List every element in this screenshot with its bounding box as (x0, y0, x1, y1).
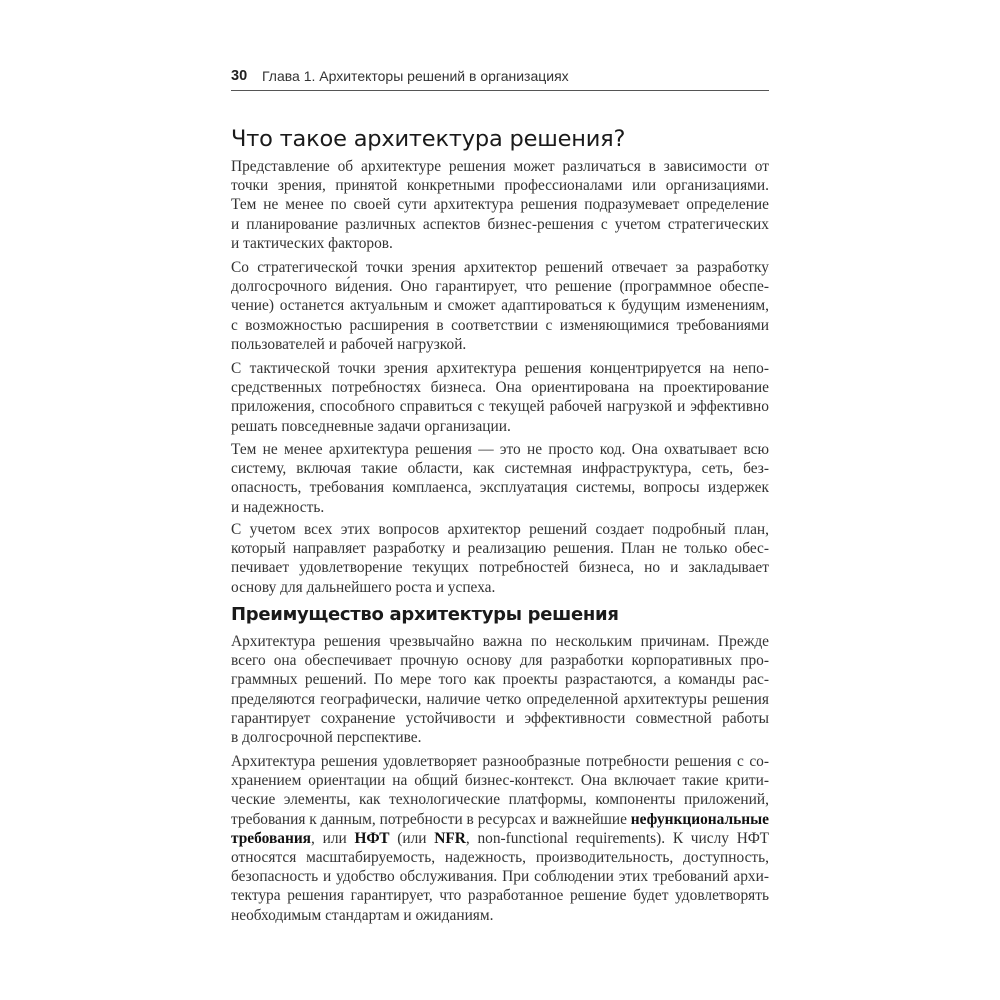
paragraph (231, 752, 769, 925)
text-line (231, 829, 769, 848)
text-line: печивает удовлетворение текущих потребностей бизнеса, но и закладывает (231, 559, 769, 577)
text-line: который направляет разработку и реализацию решения. План не только обес- (231, 540, 769, 558)
text-line: Тем не менее архитектура решения — это не просто код. Она охватывает всю (231, 441, 769, 458)
bold-term: требования (231, 829, 312, 847)
text-line: Архитектура решения чрезвычайно важна по нескольким причинам. Прежде (231, 633, 769, 650)
text-line: основу для дальнейшего роста и успеха. (231, 578, 496, 596)
text-line: Тем не менее по своей сути архитектура решения подразумевает определение (231, 196, 769, 214)
text-line: точки зрения, принятой конкретными профессионалами или организациями. (231, 177, 769, 195)
chapter-title: Глава 1. Архитекторы решений в организациях (262, 68, 569, 84)
text-line: хранением ориентации на общий бизнес-контекст. Она включает такие крити- (231, 772, 769, 790)
text-line: пользователей и рабочей нагрузкой. (231, 335, 467, 353)
text-run: , или (311, 829, 355, 847)
text-line: решать повседневные задачи организации. (231, 417, 511, 435)
text-line: в долгосрочной перспективе. (231, 728, 422, 746)
text-line: относятся масштабируемость, надежность, производительность, доступность, (231, 848, 769, 866)
text-line: гарантирует сохранение устойчивости и эффективности совместной работы (231, 709, 769, 727)
bold-term: нефункциональные (630, 810, 769, 828)
text-line: и планирование различных аспектов бизнес-решения с учетом стратегических (231, 215, 769, 233)
paragraph (231, 440, 769, 517)
text-line (231, 810, 769, 829)
paragraph (231, 359, 769, 436)
paragraph (231, 157, 769, 253)
text-line: приложения, способного справиться с текущей рабочей нагрузкой и эффективно (231, 398, 769, 416)
text-line: Архитектура решения удовлетворяет разнообразные потребности решения с со- (231, 753, 769, 770)
text-line: Представление об архитектуре решения может различаться в зависимости от (231, 158, 769, 175)
book-page (231, 62, 769, 924)
text-line: чение) останется актуальным и сможет адаптироваться к будущим изменениям, (231, 297, 769, 315)
text-line: всего она обеспечивает прочную основу для разработки корпоративных про- (231, 652, 769, 670)
paragraph (231, 632, 769, 747)
text-line: необходимым стандартам и ожиданиям. (231, 906, 494, 924)
subsection-heading: Преимущество архитектуры решения (231, 604, 619, 625)
running-header (231, 62, 769, 91)
text-run: , non-functional requirements). К числу НФТ (465, 829, 769, 847)
text-run: (или (389, 829, 435, 847)
text-line: Со стратегической точки зрения архитектор решений отвечает за разработку (231, 259, 769, 276)
text-line: систему, включая такие области, как системная инфраструктура, сеть, без- (231, 460, 769, 478)
bold-term: NFR (434, 829, 466, 847)
text-line: пределяются географически, наличие четко определенной архитектуры решения (231, 690, 769, 708)
text-run: требования к данным, потребности в ресурсах и важнейшие (231, 810, 631, 828)
text-line: с возможностью расширения в соответствии с изменяющимися требованиями (231, 316, 769, 334)
text-line: и тактических факторов. (231, 234, 393, 252)
section-heading: Что такое архитектура решения? (231, 126, 626, 152)
text-line: безопасность и удобство обслуживания. При соблюдении этих требований архи- (231, 868, 769, 886)
text-line: С учетом всех этих вопросов архитектор решений создает подробный план, (231, 521, 769, 538)
text-line: тектура решения гарантирует, что разработанное решение будет удовлетворять (231, 887, 769, 905)
text-line: средственных потребностях бизнеса. Она ориентирована на проектирование (231, 379, 769, 397)
text-line: С тактической точки зрения архитектура решения концентрируется на непо- (231, 360, 769, 377)
page-number: 30 (231, 68, 248, 84)
paragraph (231, 520, 769, 597)
text-line: опасность, требования комплаенса, эксплуатация системы, вопросы издержек (231, 479, 769, 497)
text-line: долгосрочного ви́дения. Оно гарантирует, что решение (программное обеспе- (231, 278, 769, 296)
text-line: граммных решений. По мере того как проекты разрастаются, а команды рас- (231, 671, 769, 689)
bold-term: НФТ (354, 829, 390, 847)
text-line: и надежность. (231, 498, 325, 516)
paragraph (231, 258, 769, 354)
text-line: ческие элементы, как технологические платформы, компоненты приложений, (231, 791, 769, 809)
